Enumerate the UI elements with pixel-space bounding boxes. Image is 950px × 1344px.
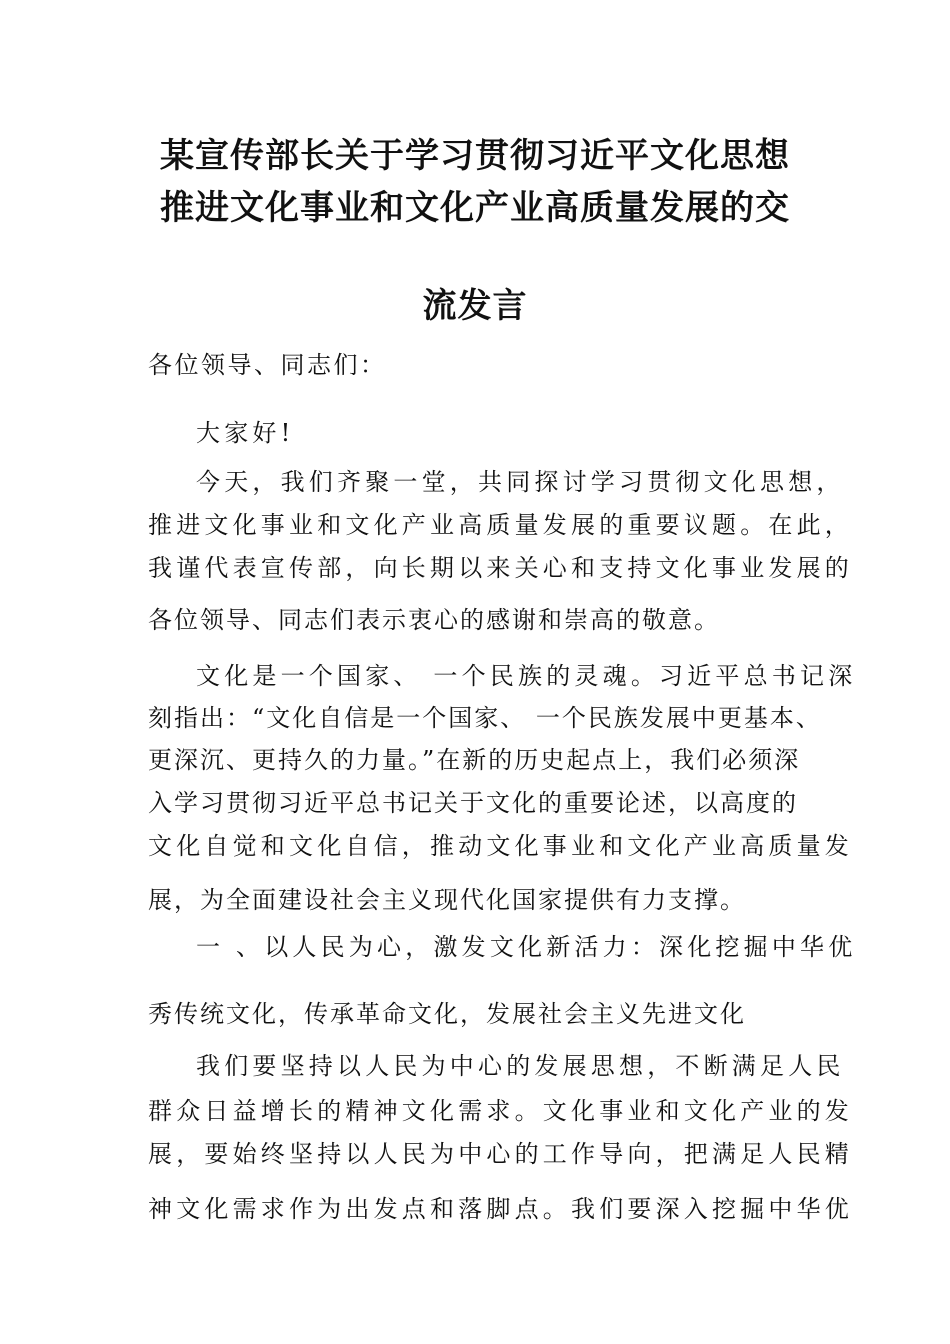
paragraph-3-line-4: 神文化需求作为出发点和落脚点。我们要深入挖掘中华优 [148,1195,853,1223]
section-1-heading-line-2: 秀传统文化，传承革命文化，发展社会主义先进文化 [148,1000,746,1028]
paragraph-1-line-1: 今天，我们齐聚一堂，共同探讨学习贯彻文化思想， [196,468,845,496]
section-1-heading-line-1: 一 、以人民为心，激发文化新活力：深化挖掘中华优 [196,933,857,961]
greeting: 大家好! [196,419,295,447]
paragraph-2-line-5: 文化自觉和文化自信，推动文化事业和文化产业高质量发 [148,832,853,860]
title-line-1: 某宣传部长关于学习贯彻习近平文化思想 [160,136,790,176]
paragraph-3-line-1: 我们要坚持以人民为中心的发展思想，不断满足人民 [196,1052,845,1080]
paragraph-2-line-3: 更深沉、更持久的力量。”在新的历史起点上，我们必须深 [148,746,801,774]
paragraph-1-line-2: 推进文化事业和文化产业高质量发展的重要议题。在此， [148,511,853,539]
title-line-2: 推进文化事业和文化产业高质量发展的交 [160,188,790,228]
paragraph-1-line-4: 各位领导、同志们表示衷心的感谢和崇高的敬意。 [148,606,720,634]
paragraph-1-line-3: 我谨代表宣传部，向长期以来关心和支持文化事业发展的 [148,554,853,582]
paragraph-3-line-2: 群众日益增长的精神文化需求。文化事业和文化产业的发 [148,1097,853,1125]
paragraph-2-line-4: 入学习贯彻习近平总书记关于文化的重要论述，以高度的 [148,789,798,817]
paragraph-2-line-1: 文化是一个国家、 一个民族的灵魂。习近平总书记深 [196,662,857,690]
paragraph-3-line-3: 展，要始终坚持以人民为中心的工作导向，把满足人民精 [148,1140,853,1168]
title-line-3: 流发言 [422,286,528,326]
paragraph-2-line-2: 刻指出：“文化自信是一个国家、 一个民族发展中更基本、 [148,704,822,732]
paragraph-2-line-6: 展，为全面建设社会主义现代化国家提供有力支撑。 [148,886,746,914]
salutation: 各位领导、同志们： [148,351,387,379]
